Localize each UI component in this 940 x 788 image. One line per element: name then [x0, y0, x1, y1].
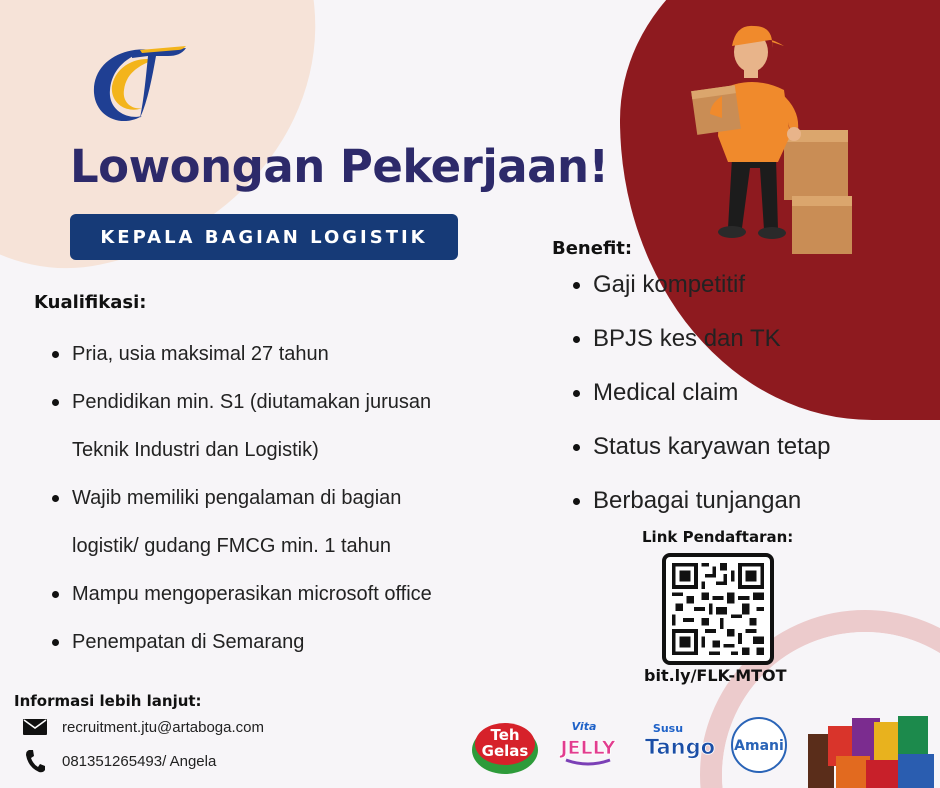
brand-logo-teh-gelas	[470, 716, 540, 776]
qualification-text: Pria, usia maksimal 27 tahun	[72, 343, 329, 365]
phone-icon	[22, 750, 48, 772]
qualification-text: Pendidikan min. S1 (diutamakan jurusan	[72, 391, 432, 413]
envelope-icon	[22, 716, 48, 738]
qualification-text-continued: Teknik Industri dan Logistik)	[72, 439, 319, 461]
registration-qr-code[interactable]	[662, 553, 774, 665]
brand-logo-tango	[640, 718, 720, 774]
qualification-item	[72, 474, 432, 570]
job-position-badge	[70, 214, 458, 260]
brand-text: JELLY	[560, 737, 616, 759]
brand-text: Amani	[734, 738, 784, 754]
qr-code-icon	[672, 563, 764, 655]
delivery-person-illustration	[680, 18, 860, 254]
brand-text: Teh	[490, 726, 520, 744]
brand-logo-vita-jelly	[556, 716, 620, 772]
benefits-title: Benefit:	[552, 238, 633, 259]
qualification-text: Penempatan di Semarang	[72, 631, 305, 653]
qualification-item	[72, 330, 432, 378]
registration-link[interactable]: bit.ly/FLK-MTOT	[644, 666, 787, 685]
qualification-item	[72, 618, 432, 666]
benefit-item: Gaji kompetitif	[593, 258, 830, 312]
contact-email-row	[22, 716, 264, 738]
brand-text: Susu	[652, 722, 684, 735]
qualifications-list	[72, 330, 432, 666]
qualification-text: Wajib memiliki pengalaman di bagian	[72, 487, 402, 509]
contact-phone[interactable]: 081351265493/ Angela	[62, 752, 217, 770]
brand-logo-amanda	[730, 716, 788, 774]
brand-text: Tango	[644, 735, 716, 759]
qualification-item	[72, 378, 432, 474]
benefits-list	[593, 258, 830, 528]
benefit-item: Medical claim	[593, 366, 830, 420]
job-position-label: KEPALA BAGIAN LOGISTIK	[100, 226, 428, 248]
contact-phone-row	[22, 750, 216, 772]
benefit-item: Status karyawan tetap	[593, 420, 830, 474]
page-headline: Lowongan Pekerjaan!	[70, 140, 609, 193]
benefit-item: BPJS kes dan TK	[593, 312, 830, 366]
product-packs-image	[806, 712, 936, 788]
company-logo	[82, 38, 192, 128]
contact-email[interactable]: recruitment.jtu@artaboga.com	[62, 718, 264, 736]
brand-text: Vita	[571, 720, 597, 733]
qualification-item	[72, 570, 432, 618]
contact-title: Informasi lebih lanjut:	[14, 692, 202, 710]
qualification-text-continued: logistik/ gudang FMCG min. 1 tahun	[72, 535, 392, 557]
qualification-text: Mampu mengoperasikan microsoft office	[72, 583, 432, 605]
brand-text: Gelas	[481, 742, 529, 760]
benefit-item: Berbagai tunjangan	[593, 474, 830, 528]
registration-label: Link Pendaftaran:	[642, 528, 794, 546]
qualifications-title: Kualifikasi:	[34, 292, 147, 313]
